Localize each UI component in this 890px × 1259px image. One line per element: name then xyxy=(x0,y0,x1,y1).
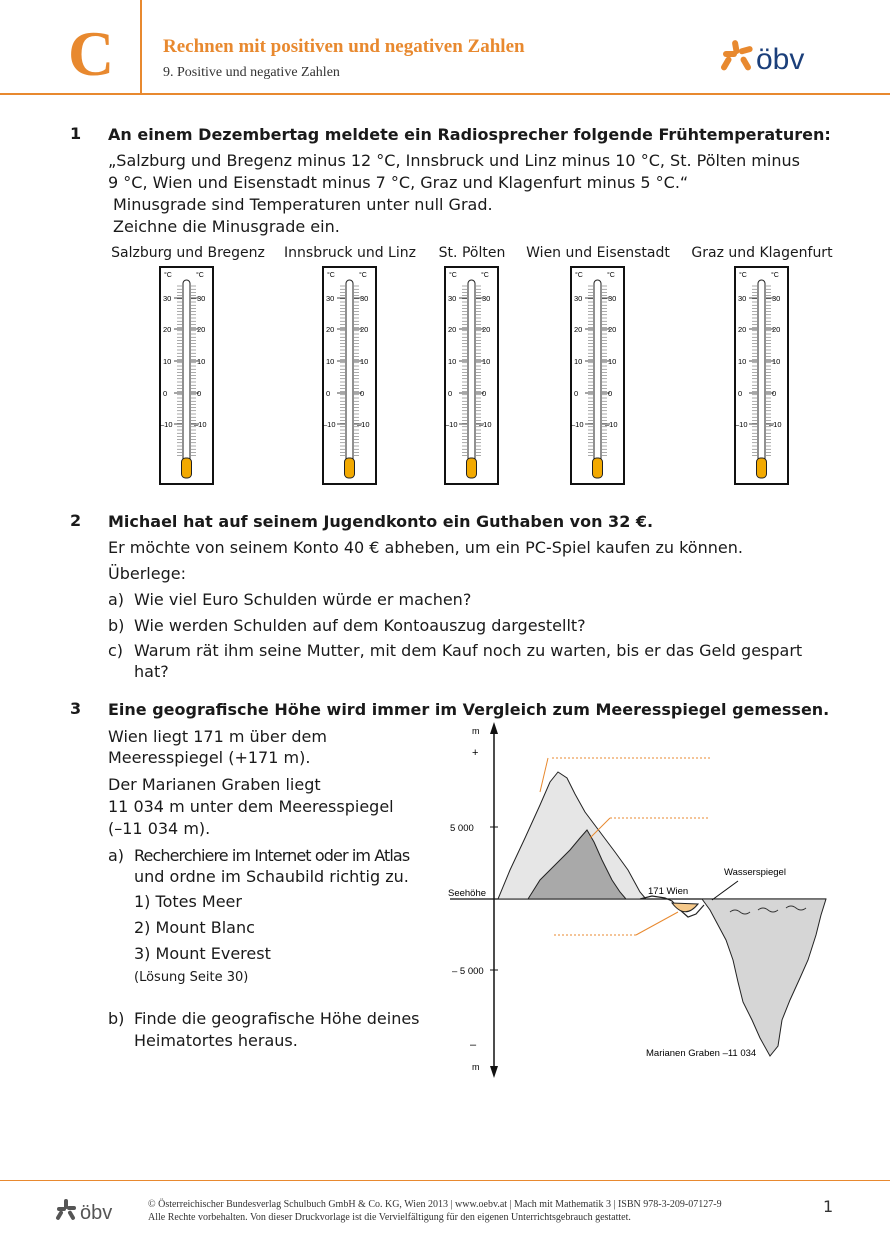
tick-label-minus-5000: – 5 000 xyxy=(452,966,484,977)
thermometer-tube xyxy=(183,280,190,466)
tick-label-right: 10 xyxy=(608,357,617,366)
thermometer-bulb xyxy=(182,458,192,478)
unit-label: °C xyxy=(359,272,367,279)
task-1-definition: Minusgrade sind Temperaturen unter null Grad. xyxy=(113,195,493,214)
tick-label-left: 30 xyxy=(574,294,583,303)
task-2-line-2: Überlege: xyxy=(108,564,186,583)
tick-label-left: –10 xyxy=(445,420,458,429)
task-1-quote-line-1: „Salzburg und Bregenz minus 12 °C, Innsbruck und Linz minus 10 °C, St. Pölten minus xyxy=(108,151,800,170)
tick-label-left: 20 xyxy=(448,325,457,334)
tick-label-left: 10 xyxy=(574,357,583,366)
task-3a-item-3: 3) Mount Everest xyxy=(134,944,271,963)
unit-label: °C xyxy=(575,272,583,279)
axis-arrow-down-icon xyxy=(490,1066,498,1078)
task-3b-text-1: Finde die geografische Höhe deines xyxy=(134,1009,420,1028)
tick-label-left: 10 xyxy=(738,357,747,366)
task-1-heading: An einem Dezembertag meldete ein Radiosprecher folgende Frühtemperaturen: xyxy=(108,125,831,144)
thermometer-graz[interactable] xyxy=(734,266,790,486)
tick-label-left: 30 xyxy=(163,294,172,303)
tick-label-left: 20 xyxy=(574,325,583,334)
task-2-heading: Michael hat auf seinem Jugendkonto ein Guthaben von 32 €. xyxy=(108,512,654,531)
footer-logo-text: öbv xyxy=(80,1202,113,1224)
tick-label-right: 0 xyxy=(608,389,613,398)
unit-label: °C xyxy=(196,272,204,279)
oebv-logo-footer xyxy=(55,1198,125,1224)
label-seehoehe: Seehöhe xyxy=(448,888,487,899)
thermometer-label-wien: Wien und Eisenstadt xyxy=(526,245,670,261)
tick-label-left: 10 xyxy=(326,357,335,366)
thermometer-tube xyxy=(468,280,475,466)
task-3a-item-1: 1) Totes Meer xyxy=(134,892,242,911)
tick-label-right: –10 xyxy=(194,420,207,429)
task-3-number: 3 xyxy=(70,699,82,718)
dead-sea-basin xyxy=(672,903,698,912)
thermometer-bulb xyxy=(467,458,477,478)
tick-label-left: 30 xyxy=(738,294,747,303)
thermometer-st-poelten[interactable] xyxy=(444,266,500,486)
unit-label: °C xyxy=(771,272,779,279)
tick-label-left: 0 xyxy=(326,389,331,398)
tick-label-right: 10 xyxy=(360,357,369,366)
task-3-p2-line-1: Der Marianen Graben liegt xyxy=(108,775,321,794)
task-1-instruction: Zeichne die Minusgrade ein. xyxy=(113,217,340,236)
tick-label-right: 20 xyxy=(197,325,206,334)
task-3-solution-hint: (Lösung Seite 30) xyxy=(134,970,249,985)
header-divider-vertical xyxy=(140,0,142,93)
tick-label-5000: 5 000 xyxy=(450,823,474,834)
tick-label-left: 0 xyxy=(738,389,743,398)
tick-label-right: –10 xyxy=(479,420,492,429)
tick-label-right: 30 xyxy=(608,294,617,303)
tick-label-right: 0 xyxy=(197,389,202,398)
thermometer-innsbruck[interactable] xyxy=(322,266,378,486)
axis-arrow-up-icon xyxy=(490,722,498,734)
tick-label-right: 20 xyxy=(482,325,491,334)
tick-label-right: 0 xyxy=(360,389,365,398)
thermometer-label-st-poelten: St. Pölten xyxy=(438,245,506,261)
task-2a-label: a) xyxy=(108,590,125,609)
thermometer-graphic xyxy=(159,266,215,486)
task-3-p1-line-1: Wien liegt 171 m über dem xyxy=(108,727,327,746)
label-marianen-graben: Marianen Graben –11 034 xyxy=(646,1048,757,1059)
thermometer-tube xyxy=(346,280,353,466)
tick-label-right: 30 xyxy=(482,294,491,303)
task-3-heading: Eine geografische Höhe wird immer im Vergleich zum Meeresspiegel gemessen. xyxy=(108,700,830,719)
label-wasserspiegel: Wasserspiegel xyxy=(724,867,786,878)
tick-label-right: 10 xyxy=(482,357,491,366)
task-2b-label: b) xyxy=(108,616,125,635)
axis-minus: – xyxy=(470,1039,477,1051)
unit-label: °C xyxy=(607,272,615,279)
tick-label-right: 0 xyxy=(482,389,487,398)
tick-label-right: –10 xyxy=(605,420,618,429)
task-3-p2-line-2: 11 034 m unter dem Meeresspiegel xyxy=(108,797,394,816)
thermometer-label-innsbruck: Innsbruck und Linz xyxy=(284,245,416,261)
footer-copyright: © Österreichischer Bundesverlag Schulbuch GmbH & Co. KG, Wien 2013 | www.oebv.at | Mach mit Mathematik 3 | ISBN 978-3-209-07127-9 xyxy=(148,1199,722,1210)
wasserspiegel-pointer xyxy=(712,881,738,900)
tick-label-left: 20 xyxy=(326,325,335,334)
leader-line-3 xyxy=(636,912,678,935)
task-3-p1-line-2: Meeresspiegel (+171 m). xyxy=(108,748,311,767)
tick-label-left: –10 xyxy=(160,420,173,429)
task-3a-item-2: 2) Mount Blanc xyxy=(134,918,255,937)
thermometer-label-salzburg: Salzburg und Bregenz xyxy=(111,245,265,261)
thermometer-tube xyxy=(594,280,601,466)
page-subtitle: 9. Positive und negative Zahlen xyxy=(163,65,340,80)
mariana-trench xyxy=(702,899,826,1056)
task-2c-text-1: Warum rät ihm seine Mutter, mit dem Kauf noch zu warten, bis er das Geld gespart xyxy=(134,641,803,660)
axis-unit-bottom: m xyxy=(472,1062,480,1072)
task-3b-text-2: Heimatortes heraus. xyxy=(134,1031,298,1050)
label-wien: 171 Wien xyxy=(648,886,689,897)
unit-label: °C xyxy=(164,272,172,279)
tick-label-right: 10 xyxy=(772,357,781,366)
thermometer-salzburg[interactable] xyxy=(159,266,215,486)
thermometer-bulb xyxy=(757,458,767,478)
oebv-star-icon xyxy=(720,38,820,78)
thermometer-tube xyxy=(758,280,765,466)
tick-label-right: 10 xyxy=(197,357,206,366)
tick-label-left: –10 xyxy=(323,420,336,429)
tick-label-left: 10 xyxy=(163,357,172,366)
task-2c-text-2: hat? xyxy=(134,662,169,681)
unit-label: °C xyxy=(449,272,457,279)
task-2c-label: c) xyxy=(108,641,124,660)
task-3b-label: b) xyxy=(108,1009,125,1028)
axis-plus: + xyxy=(472,747,479,759)
tick-label-left: 20 xyxy=(163,325,172,334)
thermometer-graphic xyxy=(570,266,626,486)
logo-text: öbv xyxy=(756,43,805,76)
tick-label-right: 20 xyxy=(608,325,617,334)
tick-label-left: 0 xyxy=(448,389,453,398)
tick-label-right: 30 xyxy=(360,294,369,303)
task-2a-text: Wie viel Euro Schulden würde er machen? xyxy=(134,590,472,609)
chapter-letter: C xyxy=(68,18,115,89)
thermometer-bulb xyxy=(593,458,603,478)
leader-line-1 xyxy=(540,758,548,792)
tick-label-left: 0 xyxy=(574,389,579,398)
tick-label-left: –10 xyxy=(735,420,748,429)
header-divider-horizontal xyxy=(0,93,890,95)
tick-label-right: –10 xyxy=(769,420,782,429)
unit-label: °C xyxy=(327,272,335,279)
thermometer-label-graz: Graz und Klagenfurt xyxy=(691,245,833,261)
unit-label: °C xyxy=(481,272,489,279)
task-3a-label: a) xyxy=(108,846,125,865)
oebv-star-footer-icon xyxy=(55,1198,125,1224)
elevation-diagram xyxy=(440,720,840,1080)
page-number: 1 xyxy=(823,1197,834,1216)
thermometer-graphic xyxy=(734,266,790,486)
tick-label-right: 20 xyxy=(772,325,781,334)
thermometer-bulb xyxy=(345,458,355,478)
tick-label-right: 30 xyxy=(197,294,206,303)
task-3a-text-1: Recherchiere im Internet oder im Atlas xyxy=(134,846,410,865)
task-2b-text: Wie werden Schulden auf dem Kontoauszug dargestellt? xyxy=(134,616,586,635)
tick-label-left: 30 xyxy=(326,294,335,303)
tick-label-right: 0 xyxy=(772,389,777,398)
task-2-number: 2 xyxy=(70,511,82,530)
task-2-line-1: Er möchte von seinem Konto 40 € abheben, um ein PC-Spiel kaufen zu können. xyxy=(108,538,743,557)
tick-label-left: 20 xyxy=(738,325,747,334)
tick-label-right: 30 xyxy=(772,294,781,303)
thermometer-graphic xyxy=(322,266,378,486)
unit-label: °C xyxy=(739,272,747,279)
tick-label-left: 30 xyxy=(448,294,457,303)
tick-label-right: 20 xyxy=(360,325,369,334)
task-3-p2-line-3: (–11 034 m). xyxy=(108,819,211,838)
footer-divider xyxy=(0,1180,890,1181)
oebv-logo xyxy=(720,38,820,78)
tick-label-left: –10 xyxy=(571,420,584,429)
axis-unit-top: m xyxy=(472,726,480,736)
thermometer-wien[interactable] xyxy=(570,266,626,486)
task-1-quote-line-2: 9 °C, Wien und Eisenstadt minus 7 °C, Graz und Klagenfurt minus 5 °C.“ xyxy=(108,173,689,192)
tick-label-left: 0 xyxy=(163,389,168,398)
thermometer-graphic xyxy=(444,266,500,486)
tick-label-left: 10 xyxy=(448,357,457,366)
tick-label-right: –10 xyxy=(357,420,370,429)
footer-rights: Alle Rechte vorbehalten. Von dieser Druckvorlage ist die Vervielfältigung für den eigenen Unterrichtsgebrauch gestattet. xyxy=(148,1212,631,1223)
page-title: Rechnen mit positiven und negativen Zahlen xyxy=(163,36,525,57)
task-3a-text-2: und ordne im Schaubild richtig zu. xyxy=(134,867,409,886)
task-1-number: 1 xyxy=(70,124,82,143)
